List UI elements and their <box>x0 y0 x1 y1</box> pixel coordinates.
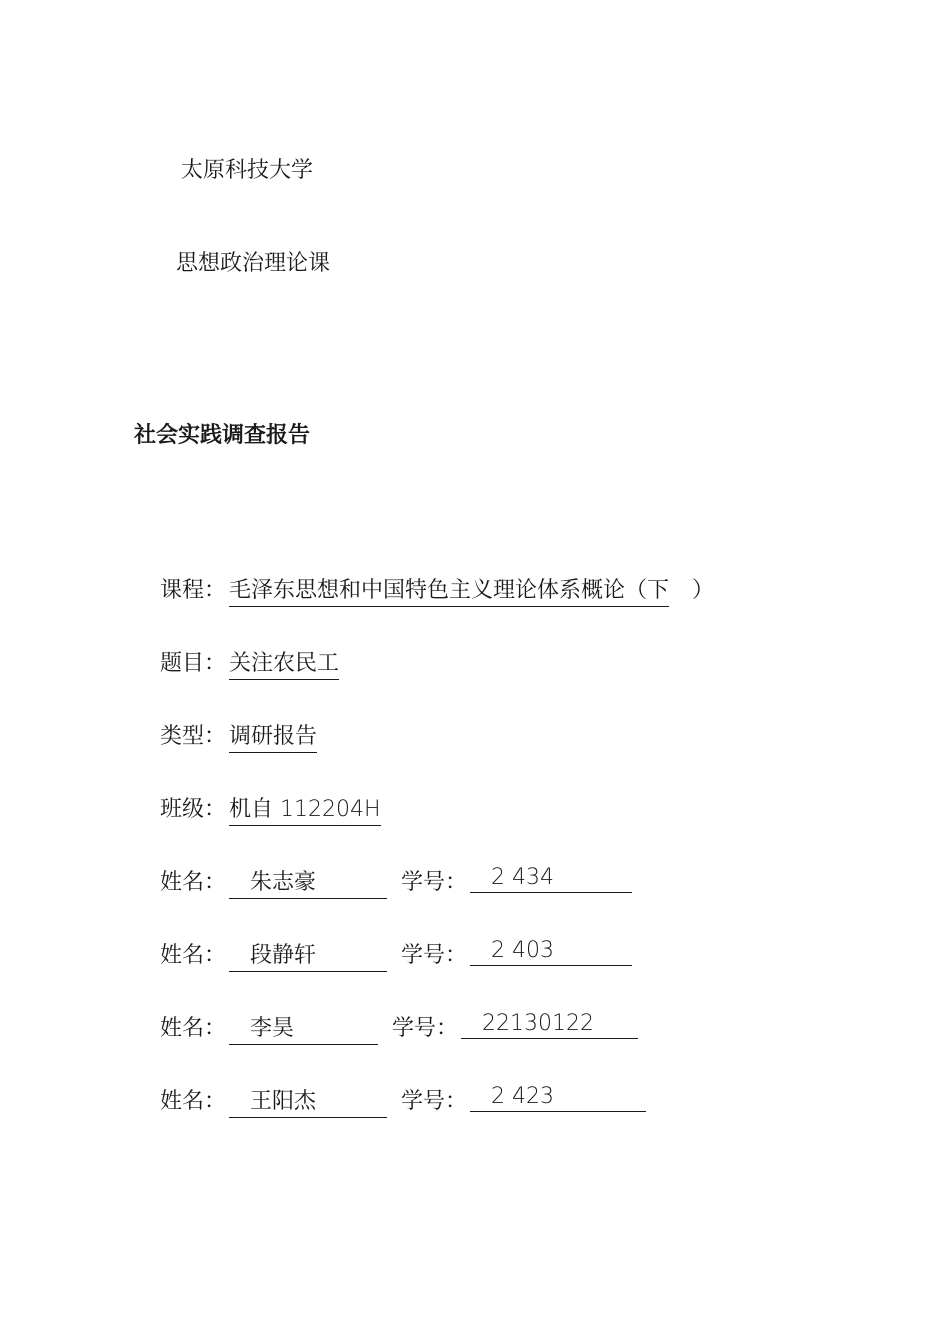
student-id: 2 434 <box>470 865 632 893</box>
member-name: 朱志豪 <box>229 865 387 899</box>
course-suffix: ） <box>692 578 715 603</box>
member-name: 李昊 <box>229 1011 378 1045</box>
name-label: 姓名： <box>160 1089 227 1114</box>
type-label: 类型： <box>160 724 227 749</box>
course-label: 课程： <box>160 578 227 603</box>
member-name: 段静轩 <box>229 938 387 972</box>
student-id: 22130122 <box>461 1011 638 1039</box>
name-label: 姓名： <box>160 1016 227 1041</box>
student-id-label: 学号： <box>392 1016 459 1041</box>
student-id-label: 学号： <box>401 1089 468 1114</box>
class-label: 班级： <box>160 797 227 822</box>
topic-label: 题目： <box>160 651 227 676</box>
student-id: 2 423 <box>470 1084 646 1112</box>
name-label: 姓名： <box>160 943 227 968</box>
student-id: 2 403 <box>470 938 632 966</box>
name-label: 姓名： <box>160 870 227 895</box>
member-name: 王阳杰 <box>229 1084 387 1118</box>
type-value: 调研报告 <box>229 719 317 753</box>
course-value: 毛泽东思想和中国特色主义理论体系概论（下 <box>229 573 669 607</box>
report-title: 社会实践调查报告 <box>134 423 311 448</box>
class-value: 机自 112204H <box>229 792 381 826</box>
course-series-title: 思想政治理论课 <box>176 251 331 276</box>
university-name: 太原科技大学 <box>181 158 314 183</box>
student-id-label: 学号： <box>401 943 468 968</box>
student-id-label: 学号： <box>401 870 468 895</box>
topic-value: 关注农民工 <box>229 646 339 680</box>
